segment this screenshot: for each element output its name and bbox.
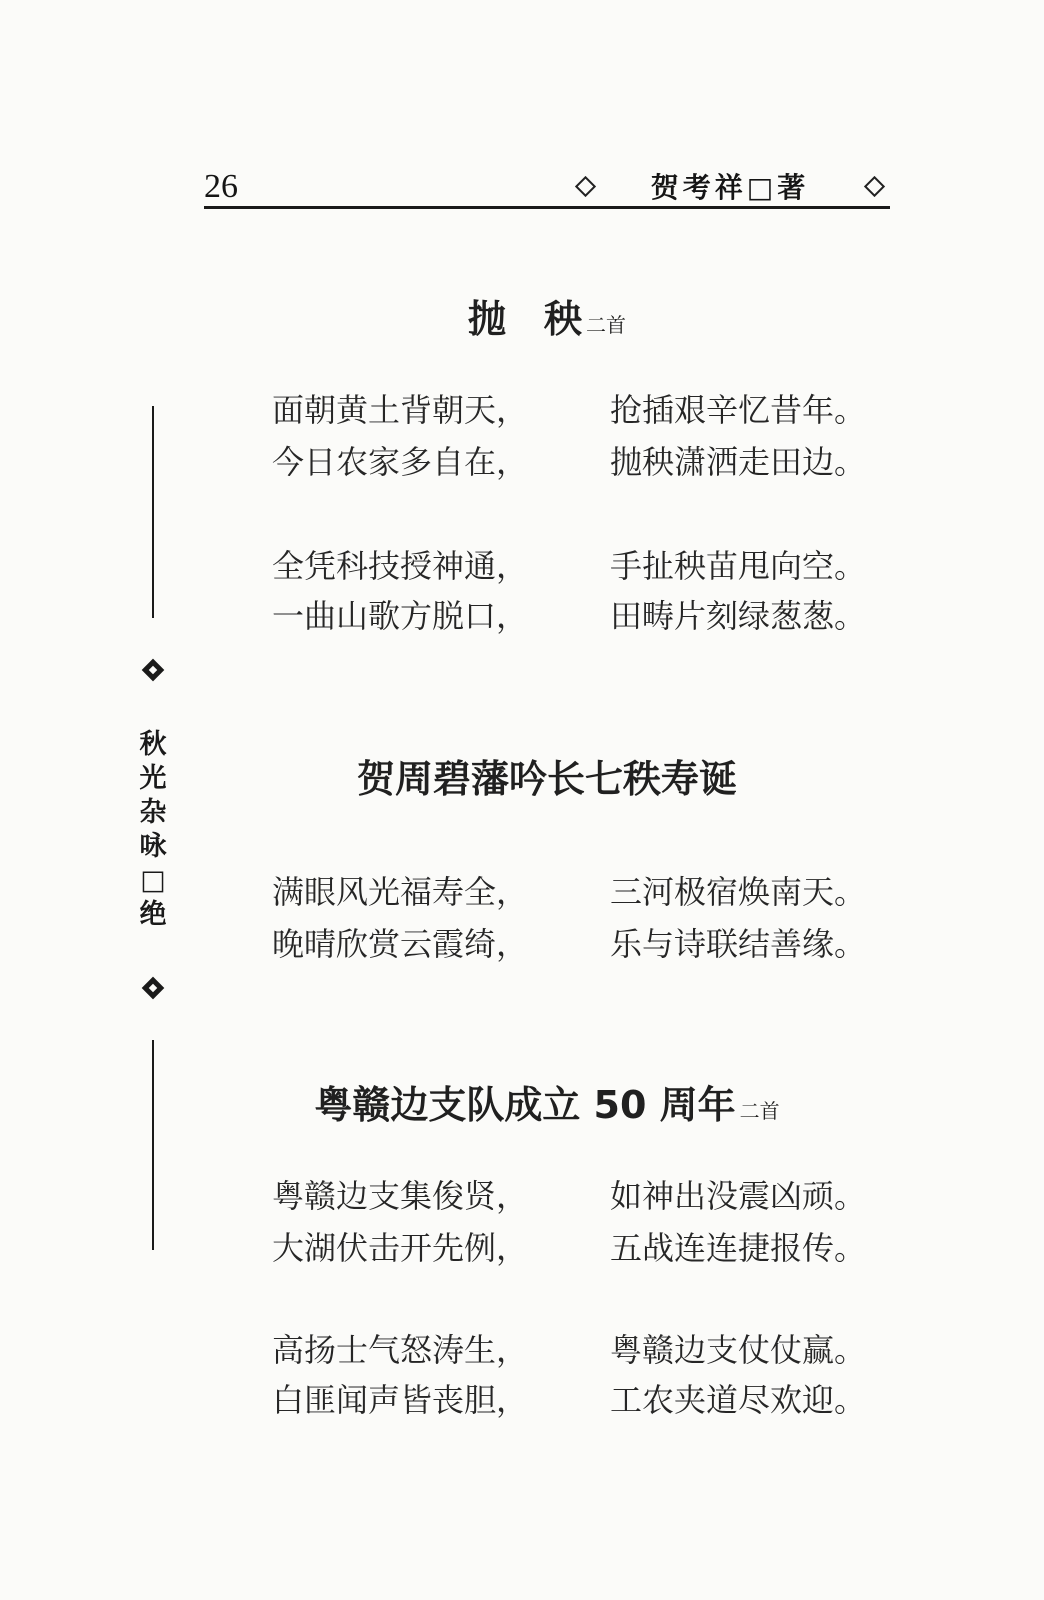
line-first-half: 今日农家多自在， bbox=[272, 443, 529, 481]
line-first-half: 高扬士气怒涛生， bbox=[272, 1331, 529, 1369]
poem-line bbox=[272, 1228, 892, 1268]
poem-line bbox=[272, 872, 892, 912]
line-second-half: 三河极宿焕南天。 bbox=[610, 873, 867, 911]
line-second-half: 手扯秧苗甩向空。 bbox=[610, 547, 867, 585]
line-first-half: 粤赣边支集俊贤， bbox=[272, 1177, 529, 1215]
side-rule-bottom bbox=[152, 1040, 154, 1250]
poem-title-text: 抛 秧 bbox=[467, 297, 582, 341]
poem-line bbox=[272, 442, 892, 482]
line-second-half: 五战连连捷报传。 bbox=[610, 1229, 867, 1267]
poem-title bbox=[204, 288, 890, 343]
line-first-half: 白匪闻声皆丧胆， bbox=[272, 1381, 529, 1419]
poem-line bbox=[272, 924, 892, 964]
line-second-half: 工农夹道尽欢迎。 bbox=[610, 1381, 867, 1419]
poem-title-text: 粤赣边支队成立 50 周年 bbox=[314, 1083, 736, 1127]
page-number: 26 bbox=[204, 168, 238, 205]
line-first-half: 一曲山歌方脱口， bbox=[272, 597, 529, 635]
diamond-filled-icon bbox=[142, 977, 165, 1000]
line-first-half: 全凭科技授神通， bbox=[272, 547, 529, 585]
line-first-half: 面朝黄土背朝天， bbox=[272, 391, 529, 429]
poem-line bbox=[272, 596, 892, 636]
poem-line bbox=[272, 1380, 892, 1420]
author-name: 贺考祥□著 bbox=[650, 171, 810, 204]
line-second-half: 抢插艰辛忆昔年。 bbox=[610, 391, 867, 429]
side-rule-top bbox=[152, 406, 154, 618]
poem-line bbox=[272, 546, 892, 586]
poem-title bbox=[204, 748, 890, 803]
poem-line bbox=[272, 1176, 892, 1216]
line-second-half: 抛秧潇洒走田边。 bbox=[610, 443, 867, 481]
line-first-half: 满眼风光福寿全， bbox=[272, 873, 529, 911]
poem-title bbox=[204, 1074, 890, 1129]
header-author bbox=[570, 166, 890, 206]
poem-count: 二首 bbox=[739, 1099, 780, 1123]
diamond-filled-icon bbox=[142, 659, 165, 682]
diamond-outline-icon bbox=[575, 175, 596, 196]
line-first-half: 晚晴欣赏云霞绮， bbox=[272, 925, 529, 963]
line-first-half: 大湖伏击开先例， bbox=[272, 1229, 529, 1267]
poem-line bbox=[272, 390, 892, 430]
line-second-half: 田畴片刻绿葱葱。 bbox=[610, 597, 867, 635]
poem-title-text: 贺周碧藩吟长七秩寿诞 bbox=[356, 757, 737, 801]
diamond-outline-icon bbox=[864, 175, 885, 196]
line-second-half: 如神出没震凶顽。 bbox=[610, 1177, 867, 1215]
line-second-half: 粤赣边支仗仗赢。 bbox=[610, 1331, 867, 1369]
poem-line bbox=[272, 1330, 892, 1370]
line-second-half: 乐与诗联结善缘。 bbox=[610, 925, 867, 963]
header-rule bbox=[204, 206, 890, 209]
side-book-title: 秋光杂咏□绝 bbox=[139, 729, 167, 930]
poem-count: 二首 bbox=[586, 313, 626, 337]
